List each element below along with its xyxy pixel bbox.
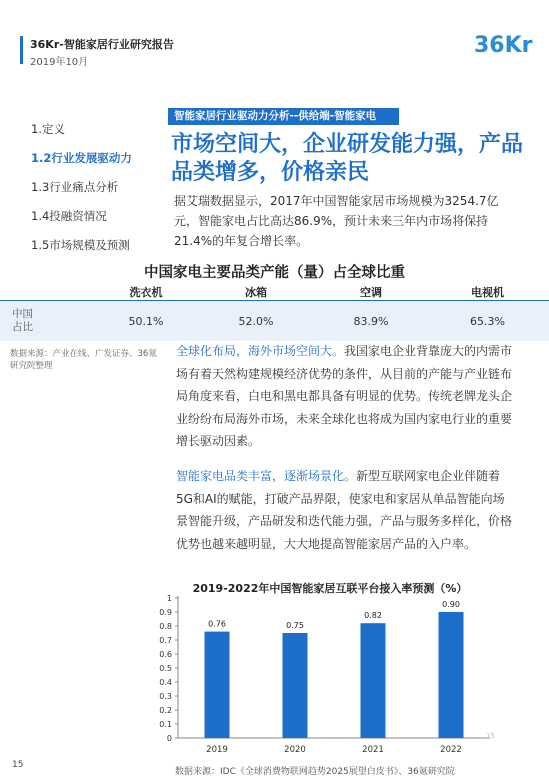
- y-tick-label: 0.9: [159, 608, 172, 617]
- y-tick-label: 0.7: [159, 636, 172, 645]
- nav-item-drivers[interactable]: 1.2行业发展驱动力: [31, 151, 132, 165]
- intro-paragraph: 据艾瑞数据显示，2017年中国智能家居市场规模为3254.7亿元，智能家电占比高达86.9%，预计未来三年内市场将保持21.4%的年复合增长率。: [174, 194, 499, 248]
- table-header-row: [0, 283, 549, 301]
- nav-item-definition[interactable]: 1.定义: [31, 122, 65, 136]
- x-tick-label: 2020: [284, 745, 306, 755]
- y-tick-label: 0.5: [159, 664, 172, 673]
- nav-item-pain-points[interactable]: 1.3行业痛点分析: [31, 180, 119, 194]
- table-row: [0, 301, 549, 342]
- section-banner: 智能家居行业驱动力分析--供给端-智能家电: [168, 108, 399, 125]
- bar-value-label: 0.75: [286, 621, 304, 630]
- table-cell-fridge: 52.0%: [196, 301, 316, 342]
- table-title: 中国家电主要品类产能（量）占全球比重: [144, 265, 405, 281]
- access-rate-bar-chart: [140, 592, 500, 762]
- x-tick-label: 2022: [440, 745, 462, 755]
- 36kr-logo: [474, 28, 533, 58]
- bar: [205, 632, 230, 738]
- table-header-fridge: 冰箱: [196, 283, 316, 301]
- chart-title: 2019-2022年中国智能家居互联平台接入率预测（%）: [192, 582, 468, 595]
- bar-value-label: 0.90: [442, 600, 460, 609]
- paragraph-body: 新型互联网家电企业伴随着5G和AI的赋能，打破产品界限，使家电和家居从单品智能向场景智能升级，产品研发和迭代能力强，产品与服务多样化，价格优势也越来越明显，大大地提高智能家居产品的入户率。: [176, 469, 513, 551]
- table-cell-washer: 50.1%: [96, 301, 196, 342]
- y-tick-label: 0.2: [159, 706, 172, 715]
- x-tick-label: 2021: [362, 745, 384, 755]
- bar: [361, 623, 386, 738]
- table-header-washer: 洗衣机: [96, 283, 196, 301]
- y-tick-label: 0.4: [159, 678, 172, 687]
- bar: [283, 633, 308, 738]
- table-source-note: 数据来源：产业在线、广发证券、36氪研究院整理: [10, 349, 157, 371]
- chart-source-note: 数据来源：IDC《全球消费物联网趋势2025展望白皮书》、36氪研究院: [175, 767, 455, 777]
- page-number-faint: 15: [486, 732, 495, 740]
- paragraph-highlight: 全球化布局，海外市场空间大。: [176, 344, 345, 358]
- paragraph-globalization: [176, 340, 516, 453]
- page-number: 15: [12, 760, 24, 770]
- row-label-text: 中国 占比: [12, 308, 33, 333]
- y-tick-label: 1: [166, 594, 172, 603]
- logo-text: 36Kr: [474, 33, 533, 58]
- table-row-label: [0, 301, 96, 342]
- report-title: 36Kr-智能家居行业研究报告: [30, 38, 174, 51]
- table-header-ac: 空调: [316, 283, 426, 301]
- header-accent-bar: [20, 36, 23, 64]
- table-cell-ac: 83.9%: [316, 301, 426, 342]
- paragraph-body: 我国家电企业背靠庞大的内需市场有着天然构建规模经济优势的条件，从目前的产能与产业链布局角度来看，白电和黑电都具备有明显的优势。传统老牌龙头企业纷纷布局海外市场，未来全球化也将成为国内家电行业的重要增长驱动因素。: [176, 344, 513, 448]
- table-header-blank: [0, 283, 96, 301]
- bar: [439, 612, 464, 738]
- nav-item-financing[interactable]: 1.4投融资情况: [31, 209, 107, 223]
- y-tick-label: 0: [166, 734, 172, 743]
- x-tick-label: 2019: [206, 745, 228, 755]
- y-tick-label: 0.6: [159, 650, 172, 659]
- paragraph-highlight: 智能家电品类丰富，逐渐场景化。: [176, 469, 357, 483]
- y-tick-label: 0.1: [159, 720, 172, 729]
- table-cell-tv: 65.3%: [426, 301, 549, 342]
- report-date: 2019年10月: [30, 57, 89, 68]
- table-header-tv: 电视机: [426, 283, 549, 301]
- capacity-share-table: [0, 283, 549, 341]
- nav-item-market-size[interactable]: 1.5市场规模及预测: [31, 238, 130, 252]
- paragraph-smart-appliances: [176, 465, 516, 555]
- section-headline: 市场空间大，企业研发能力强，产品品类增多，价格亲民: [171, 132, 524, 185]
- bar-value-label: 0.76: [208, 619, 226, 629]
- y-tick-label: 0.8: [159, 622, 172, 631]
- bar-value-label: 0.82: [364, 611, 382, 621]
- y-tick-label: 0.3: [159, 692, 172, 701]
